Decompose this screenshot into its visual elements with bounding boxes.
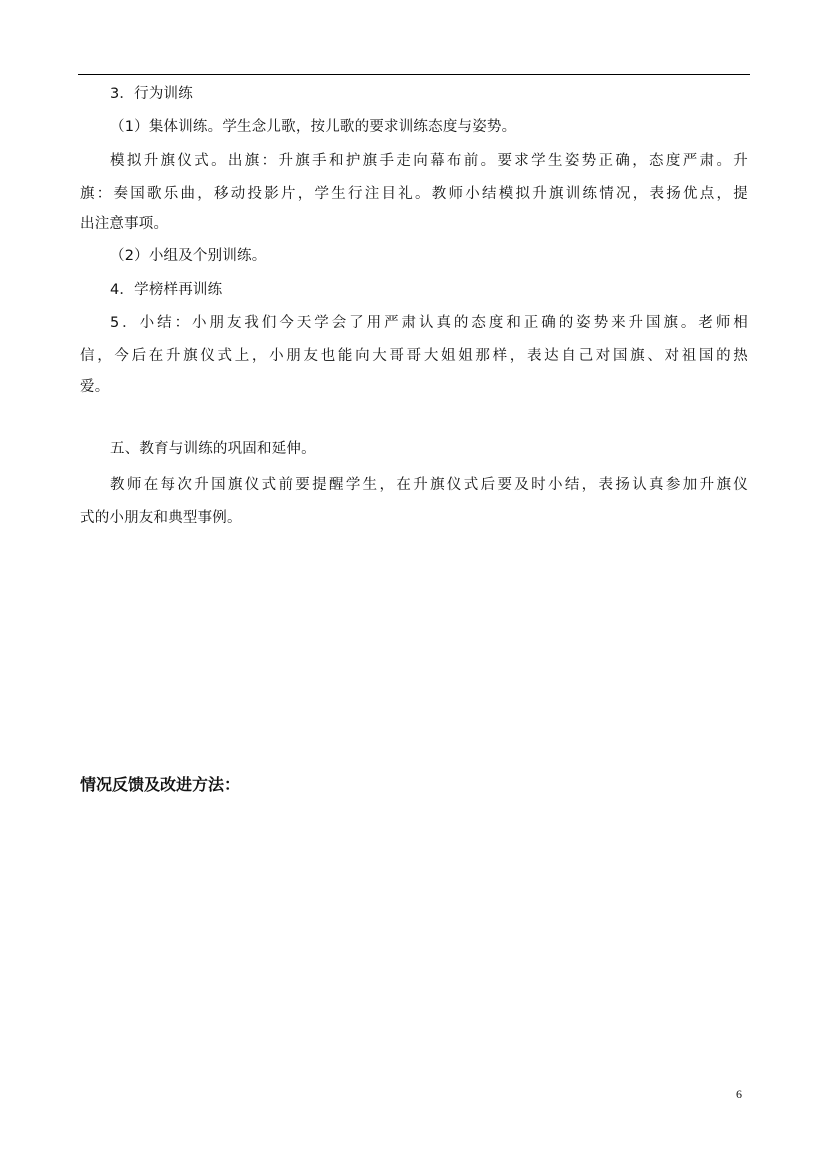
header-rule	[78, 74, 750, 75]
section-heading-behavior-training: 3．行为训练	[110, 86, 193, 102]
section-heading-role-model: 4．学榜样再训练	[110, 282, 223, 298]
paragraph-summary-line-1: 5．小结：小朋友我们今天学会了用严肃认真的态度和正确的姿势来升国旗。老师相	[110, 315, 748, 331]
feedback-heading: 情况反馈及改进方法：	[80, 775, 241, 794]
paragraph-consolidation-line-1: 教师在每次升国旗仪式前要提醒学生，在升旗仪式后要及时小结，表扬认真参加升旗仪	[110, 477, 748, 493]
paragraph-group-training: （1）集体训练。学生念儿歌，按儿歌的要求训练态度与姿势。	[110, 119, 517, 135]
paragraph-flag-ceremony-line-3: 出注意事项。	[80, 216, 169, 232]
page-number: 6	[736, 1087, 742, 1101]
paragraph-flag-ceremony-line-1: 模拟升旗仪式。出旗：升旗手和护旗手走向幕布前。要求学生姿势正确，态度严肃。升	[110, 153, 748, 169]
paragraph-summary-line-3: 爱。	[80, 379, 110, 395]
paragraph-small-group-training: （2）小组及个别训练。	[110, 248, 267, 264]
paragraph-flag-ceremony-line-2: 旗：奏国歌乐曲，移动投影片，学生行注目礼。教师小结模拟升旗训练情况，表扬优点，提	[80, 186, 748, 202]
paragraph-summary-line-2: 信，今后在升旗仪式上，小朋友也能向大哥哥大姐姐那样，表达自己对国旗、对祖国的热	[80, 348, 748, 364]
section-heading-consolidation: 五、教育与训练的巩固和延伸。	[110, 441, 316, 457]
paragraph-consolidation-line-2: 式的小朋友和典型事例。	[80, 510, 242, 526]
